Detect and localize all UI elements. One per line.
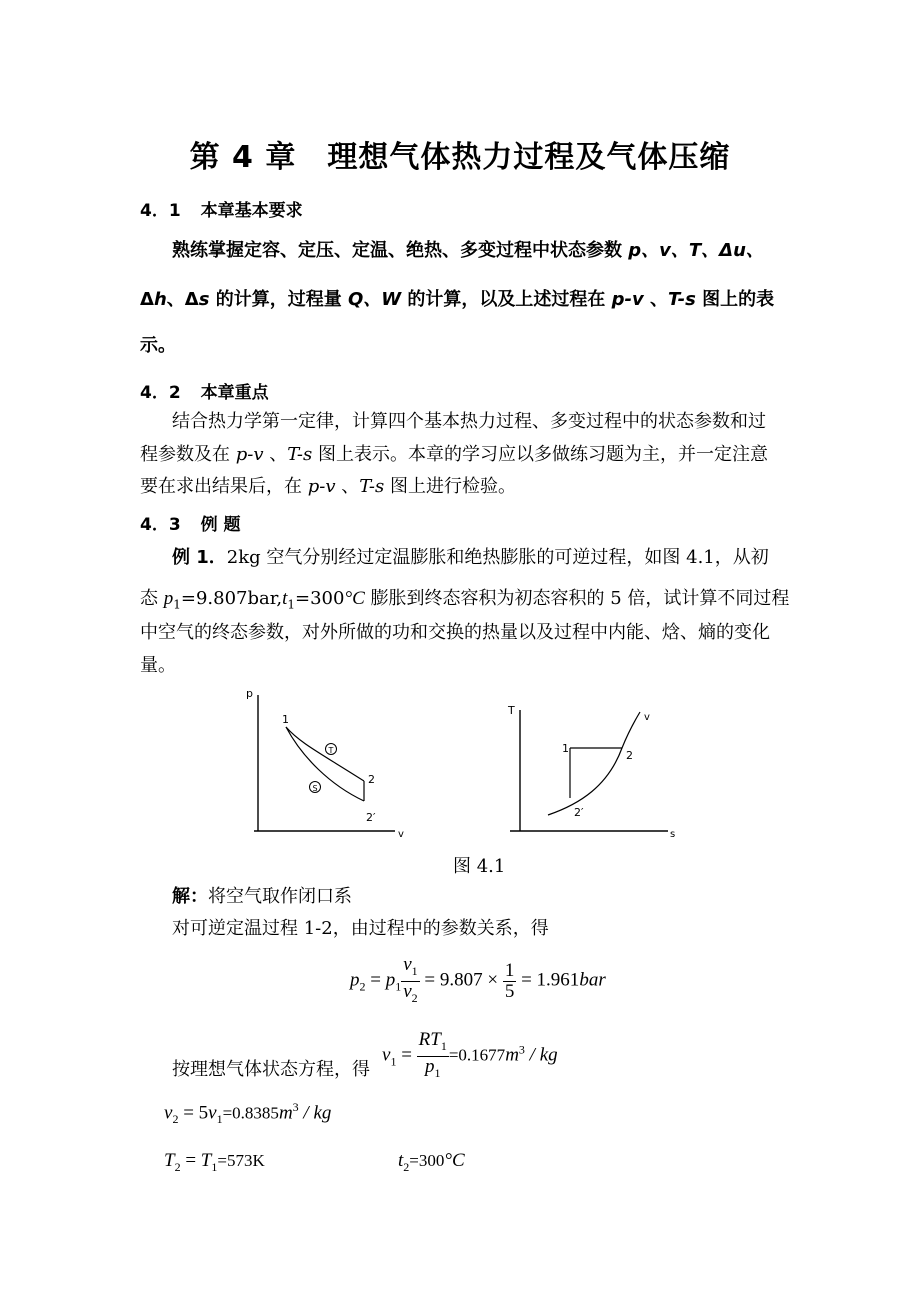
sub: 1 xyxy=(434,1065,441,1080)
var: RT xyxy=(418,1029,441,1050)
var: h xyxy=(153,289,167,310)
fraction-1-5 xyxy=(503,961,517,1002)
value: =0.1677 xyxy=(448,1045,506,1065)
var: p xyxy=(163,588,174,609)
unit: °C xyxy=(444,1150,465,1171)
s-axis-label: s xyxy=(670,829,676,840)
equation-v1 xyxy=(382,1030,558,1083)
point-2-label: 2 xyxy=(368,773,375,786)
text: 程参数及在 xyxy=(140,444,236,465)
chapter-title: 第 4 章 理想气体热力过程及气体压缩 xyxy=(189,140,731,175)
isothermal-curve xyxy=(286,727,364,781)
sub: 1 xyxy=(216,1112,223,1127)
text: 要在求出结果后，在 xyxy=(140,476,308,497)
sup: 3 xyxy=(292,1100,299,1114)
var: T xyxy=(200,1150,212,1171)
ts-diagram xyxy=(500,700,690,840)
text: 2kg 空气分别经过定温膨胀和绝热膨胀的可逆过程，如图 4.1，从初 xyxy=(226,547,769,568)
sub: 2 xyxy=(403,1159,410,1174)
var: v xyxy=(403,980,412,1002)
text: 的计算，以及上述过程在 xyxy=(401,289,612,310)
v-axis-label: v xyxy=(398,829,404,840)
unit: / kg xyxy=(298,1102,332,1124)
var: T xyxy=(164,1150,175,1171)
solution-line-3: 按理想气体状态方程，得 xyxy=(172,1059,370,1080)
var: t xyxy=(282,588,288,609)
unit: bar xyxy=(579,969,606,991)
text: 将空气取作闭口系 xyxy=(208,886,352,907)
fraction-RT1-p1 xyxy=(417,1030,449,1083)
var: v xyxy=(403,954,412,975)
point-1-label: 1 xyxy=(562,742,569,755)
op: = xyxy=(396,1044,417,1066)
text: 、 xyxy=(263,444,288,465)
example-label: 例 1． xyxy=(172,547,227,568)
value: =300 xyxy=(409,1151,445,1170)
example-line-1 xyxy=(172,543,769,569)
sup: 3 xyxy=(518,1042,525,1057)
var: t xyxy=(398,1150,404,1171)
vars: p、v、T、Δu、 xyxy=(628,240,764,261)
figure-caption: 图 4.1 xyxy=(453,856,506,877)
section-title: 本章重点 xyxy=(200,383,269,403)
var: p xyxy=(385,969,396,991)
focus-line-3 xyxy=(140,472,516,498)
text: 的计算，过程量 xyxy=(209,289,348,310)
value: =0.8385 xyxy=(222,1103,279,1123)
text: 态 xyxy=(140,588,164,609)
sub: 1 xyxy=(173,597,181,612)
sub: 1 xyxy=(395,979,402,994)
var: p-v xyxy=(611,289,644,310)
text: 熟练掌握定容、定压、定温、绝热、多变过程中状态参数 xyxy=(172,240,629,261)
requirement-line-2 xyxy=(140,285,774,311)
isochore-curve xyxy=(548,712,640,815)
var: T-s xyxy=(668,289,696,310)
section-number: 4．1 xyxy=(140,201,181,221)
requirement-line-3: 示。 xyxy=(140,335,176,356)
solution-intro xyxy=(172,882,352,908)
point-2prime-label: 2′ xyxy=(366,811,376,824)
unit: / kg xyxy=(524,1044,558,1066)
section-number: 4．2 xyxy=(140,383,181,403)
sub: 2 xyxy=(411,990,418,1005)
focus-line-2 xyxy=(140,440,768,466)
op: = 5 xyxy=(178,1102,209,1124)
op: = xyxy=(180,1150,201,1171)
sub: 2 xyxy=(359,979,366,994)
sub: 1 xyxy=(411,963,418,978)
var: p-v xyxy=(235,444,264,465)
value: =9.807bar, xyxy=(180,588,283,609)
isochore-label: v xyxy=(644,712,650,723)
p-axis-label: p xyxy=(246,687,253,700)
T-axis-label: T xyxy=(508,704,515,717)
den: 5 xyxy=(504,980,515,1002)
sub: 1 xyxy=(211,1159,218,1174)
unit: m xyxy=(505,1044,519,1066)
sub: 1 xyxy=(390,1054,397,1069)
text: 、Δ xyxy=(166,289,199,310)
equation-v2 xyxy=(164,1100,331,1127)
var: p-v xyxy=(307,476,336,497)
unit: °C xyxy=(344,588,365,609)
op: = xyxy=(365,969,386,991)
sub: 1 xyxy=(287,597,296,612)
equation-p2 xyxy=(350,955,606,1008)
fraction-v1-v2 xyxy=(401,955,419,1008)
text: 图上进行检验。 xyxy=(384,476,516,497)
solution-label: 解： xyxy=(172,886,208,907)
equation-t2 xyxy=(398,1150,465,1175)
example-line-2 xyxy=(140,584,789,612)
var: T-s xyxy=(359,476,385,497)
var: v xyxy=(164,1102,173,1124)
requirement-line-1 xyxy=(172,236,764,262)
focus-line-1: 结合热力学第一定律，计算四个基本热力过程、多变过程中的状态参数和过 xyxy=(172,411,766,432)
value: = 9.807 × xyxy=(419,969,503,991)
var: p xyxy=(425,1055,435,1077)
sub: 1 xyxy=(440,1038,447,1053)
section-4-2-heading xyxy=(140,378,269,403)
var: Q、W xyxy=(347,289,402,310)
var: s xyxy=(198,289,210,310)
point-2-label: 2 xyxy=(626,749,633,762)
sub: 2 xyxy=(172,1112,179,1127)
example-line-3: 中空气的终态参数，对外所做的功和交换的热量以及过程中内能、焓、熵的变化 xyxy=(140,622,770,643)
var: v xyxy=(208,1102,217,1124)
point-1-label: 1 xyxy=(282,713,289,726)
section-title: 本章基本要求 xyxy=(200,201,303,221)
solution-line-2: 对可逆定温过程 1-2，由过程中的参数关系，得 xyxy=(172,918,549,939)
value: =573K xyxy=(217,1151,265,1170)
adiabatic-marker-label: S xyxy=(312,784,318,793)
value: = 1.961 xyxy=(516,969,580,991)
value: =300 xyxy=(295,588,345,609)
equation-T2 xyxy=(164,1150,265,1175)
num: 1 xyxy=(504,959,515,981)
sub: 2 xyxy=(174,1159,181,1174)
example-line-4: 量。 xyxy=(140,655,176,676)
pv-diagram xyxy=(240,685,420,840)
var: T-s xyxy=(287,444,313,465)
point-2prime-label: 2′ xyxy=(574,806,584,819)
text: 、 xyxy=(643,289,669,310)
text: 膨胀到终态容积为初态容积的 5 倍，试计算不同过程 xyxy=(364,588,790,609)
unit: m xyxy=(278,1102,293,1124)
text: 、 xyxy=(335,476,360,497)
text: 图上的表 xyxy=(695,289,775,310)
text: Δ xyxy=(140,289,154,310)
text: 图上表示。本章的学习应以多做练习题为主，并一定注意 xyxy=(312,444,768,465)
isothermal-marker-label: T xyxy=(328,746,334,755)
section-4-3-heading xyxy=(140,510,241,535)
section-number: 4．3 xyxy=(140,515,181,535)
section-title: 例 题 xyxy=(200,515,241,535)
section-4-1-heading xyxy=(140,196,303,221)
var: p xyxy=(350,969,360,991)
var: v xyxy=(382,1044,391,1066)
